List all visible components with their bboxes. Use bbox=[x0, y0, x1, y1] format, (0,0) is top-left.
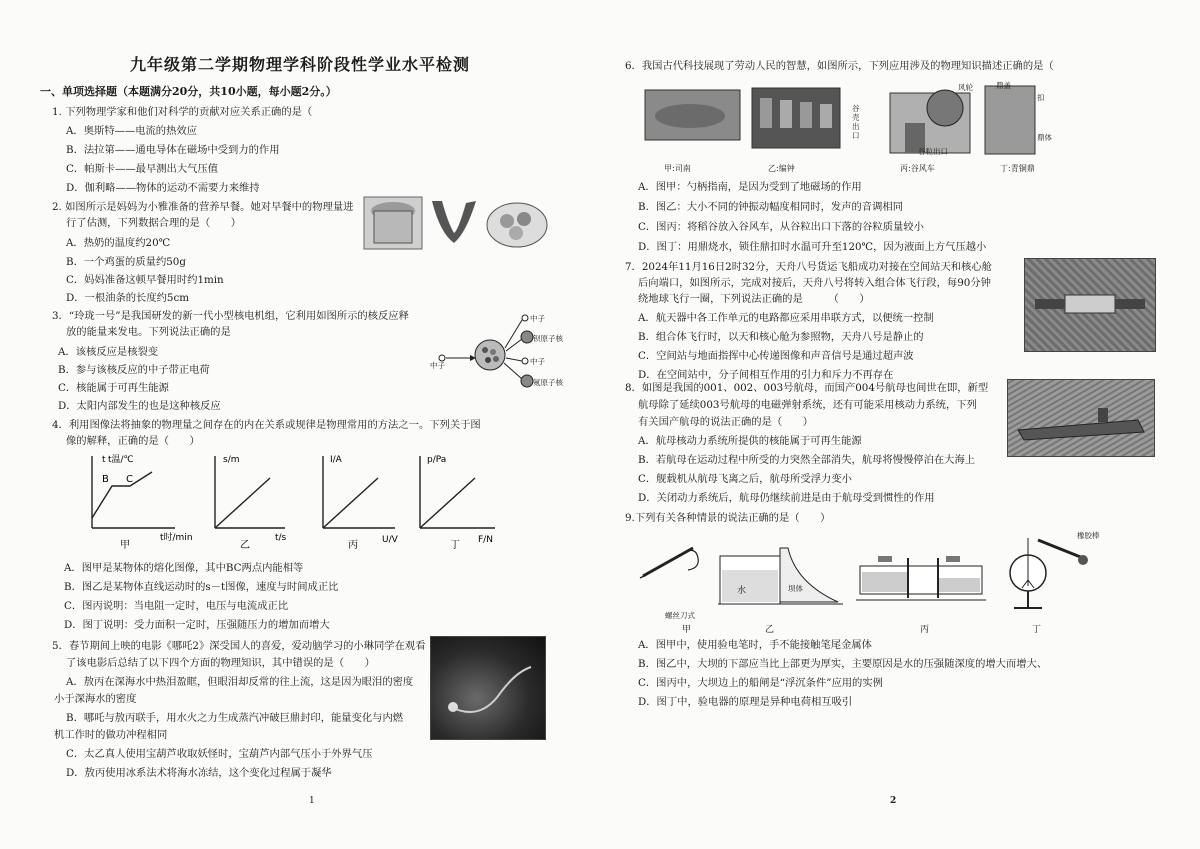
label-dam-body: 坝体 bbox=[788, 584, 803, 593]
graph-ding bbox=[420, 455, 495, 550]
page-number-2: 2 bbox=[890, 796, 897, 806]
nezha-movie-still bbox=[430, 636, 546, 740]
q5-stem-line2: 了该电影后总结了以下四个方面的物理知识，其中错误的是（ ） bbox=[66, 657, 375, 669]
q3-option-a: A．该核反应是核裂变 bbox=[58, 346, 159, 358]
caption-ding: 丁:青铜鼎 bbox=[1000, 164, 1035, 173]
caption-q9-bing: 丙 bbox=[920, 625, 930, 635]
graph-bing bbox=[323, 455, 399, 550]
graph-bing-name: 丙 bbox=[348, 540, 358, 550]
q9-images bbox=[638, 528, 1098, 628]
graph-bing-ylabel: I/A bbox=[330, 455, 342, 465]
graph-jia-xlabel: t时/min bbox=[160, 533, 193, 543]
label-screwdriver-type: 螺丝刀式 bbox=[665, 611, 695, 620]
graph-jia-b: B bbox=[102, 474, 109, 485]
q9-option-b: B．图乙中，大坝的下部应当比上部更为厚实，主要原因是水的压强随深度的增大而增大、 bbox=[638, 658, 1048, 670]
aircraft-carrier-photo bbox=[1007, 379, 1155, 457]
label-grain-outlet: 谷粒出口 bbox=[918, 147, 948, 156]
section-heading: 一、单项选择题（本题满分20分，共10小题，每小题2分。） bbox=[40, 85, 337, 98]
graph-ding-ylabel: p/Pa bbox=[427, 455, 447, 465]
q5-option-c: C．太乙真人使用宝葫芦收取妖怪时，宝葫芦内部气压小于外界气压 bbox=[66, 748, 373, 760]
page-2 bbox=[600, 0, 1200, 849]
q3-stem-line1: 3．“玲珑一号”是我国研发的新一代小型核电机组，它利用如图所示的核反应释 bbox=[52, 310, 409, 322]
graph-yi-ylabel: s/m bbox=[223, 455, 240, 465]
q7-option-d: D．在空间站中，分子间相互作用的引力和斥力不再存在 bbox=[638, 369, 894, 381]
label-water: 水 bbox=[737, 586, 747, 596]
q3-stem-line2: 放的能量来发电。下列说法正确的是 bbox=[66, 326, 231, 338]
q6-option-d: D．图丁：用鼎烧水，锁住鼎扣时水温可升至120℃，因为液面上方气压越小 bbox=[638, 241, 987, 253]
q7-stem-line2: 后向端口，如图所示，完成对接后，天舟八号将转入组合体飞行段，每90分钟 bbox=[638, 277, 991, 289]
q3-option-d: D．太阳内部发生的也是这种核反应 bbox=[58, 400, 221, 412]
q5-stem-line1: 5．春节期间上映的电影《哪吒2》深受国人的喜爱，爱动脑学习的小琳同学在观看 bbox=[52, 640, 426, 652]
q4-option-a: A．图甲是某物体的熔化图像，其中BC两点内能相等 bbox=[64, 562, 304, 574]
q8-option-a: A．航母核动力系统所提供的核能属于可再生能源 bbox=[638, 435, 862, 447]
tianzhou-docking-photo bbox=[1024, 258, 1156, 352]
q2-stem-line1: 2. 如图所示是妈妈为小雅准备的营养早餐。她对早餐中的物理量进 bbox=[52, 201, 354, 213]
label-husk-outlet: 谷壳出口 bbox=[852, 104, 860, 140]
label-clasp: 扣 bbox=[1037, 93, 1045, 102]
q7-stem-line3: 绕地球飞行一圈，下列说法正确的是 （ ） bbox=[638, 293, 870, 305]
caption-q9-ding: 丁 bbox=[1032, 625, 1042, 635]
svg-text:t: t bbox=[102, 455, 106, 465]
q7-option-a: A．航天器中各工作单元的电路都应采用串联方式，以便统一控制 bbox=[638, 312, 934, 324]
electroscope-diagram bbox=[1010, 538, 1088, 608]
q7-option-c: C．空间站与地面指挥中心传递图像和声音信号是通过超声波 bbox=[638, 350, 914, 362]
q8-stem-line1: 8．如图是我国的001、002、003号航母，而国产004号航母也间世在即，新型 bbox=[625, 382, 989, 394]
q4-option-d: D．图丁说明：受力面积一定时，压强随压力的增加而增大 bbox=[64, 619, 330, 631]
krypton-label: 氪原子核 bbox=[533, 378, 563, 387]
breakfast-image bbox=[362, 193, 552, 253]
q8-option-b: B．若航母在运动过程中所受的力突然全部消失，航母将慢慢停泊在大海上 bbox=[638, 454, 976, 466]
neutron-label-1: 中子 bbox=[530, 314, 545, 323]
q4-graphs bbox=[80, 450, 520, 550]
q6-option-a: A．图甲：勺柄指南，是因为受到了地磁场的作用 bbox=[638, 181, 862, 193]
q9-option-d: D．图丁中，验电器的原理是异种电荷相互吸引 bbox=[638, 696, 853, 708]
test-pen-diagram bbox=[640, 548, 698, 578]
q3-option-c: C．核能属于可再生能源 bbox=[58, 382, 169, 394]
caption-jia: 甲:司南 bbox=[664, 164, 691, 173]
caption-yi: 乙:编钟 bbox=[768, 164, 795, 173]
caption-q9-yi: 乙 bbox=[765, 625, 775, 635]
q9-option-a: A．图甲中，使用验电笔时，手不能接触笔尾金属体 bbox=[638, 639, 872, 651]
label-rubber-rod: 橡胶棒 bbox=[1077, 531, 1100, 540]
label-fan: 风轮 bbox=[958, 83, 973, 92]
graph-ding-xlabel: F/N bbox=[478, 535, 493, 545]
caption-bing: 丙:谷风车 bbox=[900, 164, 935, 173]
graph-yi-name: 乙 bbox=[240, 540, 250, 550]
graph-jia-ylabel: t温/℃ bbox=[108, 455, 134, 465]
bronze-ding-image bbox=[985, 86, 1035, 154]
ship-lock-diagram bbox=[856, 556, 986, 600]
q8-option-c: C．舰载机从航母飞离之后，航母所受浮力变小 bbox=[638, 473, 852, 485]
label-body: 鼎体 bbox=[1037, 133, 1052, 142]
neutron-label-2: 中子 bbox=[530, 357, 545, 366]
q9-option-c: C．图丙中，大坝边上的船闸是“浮沉条件”应用的实例 bbox=[638, 677, 883, 689]
q6-stem: 6．我国古代科技展现了劳动人民的智慧，如图所示，下列应用涉及的物理知识描述正确的是（ bbox=[625, 60, 1054, 72]
q1-stem: 1. 下列物理学家和他们对科学的贡献对应关系正确的是（ bbox=[52, 106, 313, 118]
neutron-label-in: 中子 bbox=[430, 361, 445, 370]
label-lid: 鼎盖 bbox=[996, 81, 1011, 90]
q1-option-c: C．帕斯卡——最早测出大气压值 bbox=[66, 163, 219, 175]
q2-option-a: A．热奶的温度约20℃ bbox=[66, 237, 171, 249]
q4-stem-line1: 4．利用图像法将抽象的物理量之间存在的内在关系或规律是物理常用的方法之一。下列关于图 bbox=[52, 419, 481, 431]
q5-option-a: A．敖丙在深海水中热泪盈眶，但眼泪却反常的往上流，这是因为眼泪的密度 bbox=[66, 676, 414, 688]
graph-jia bbox=[92, 454, 193, 550]
q2-option-c: C．妈妈准备这顿早餐用时约1min bbox=[66, 274, 224, 286]
graph-jia-name: 甲 bbox=[120, 540, 130, 550]
graph-jia-c: C bbox=[126, 474, 133, 485]
exam-title: 九年级第二学期物理学科阶段性学业水平检测 bbox=[129, 55, 470, 74]
q1-option-d: D．伽利略——物体的运动不需要力来维持 bbox=[66, 182, 260, 194]
q4-option-b: B．图乙是某物体直线运动时的s－t图像，速度与时间成正比 bbox=[64, 581, 339, 593]
q2-stem-line2: 行了估测，下列数据合理的是（ ） bbox=[66, 217, 242, 229]
q3-option-b: B．参与该核反应的中子带正电荷 bbox=[58, 364, 210, 376]
graph-yi bbox=[215, 455, 287, 550]
graph-ding-name: 丁 bbox=[450, 540, 460, 550]
q5-option-a-cont: 小于深海水的密度 bbox=[54, 693, 137, 705]
graph-yi-xlabel: t/s bbox=[275, 533, 287, 543]
graph-bing-xlabel: U/V bbox=[382, 535, 398, 545]
q5-option-d: D．敖丙使用冰系法术将海水冻结，这个变化过程属于凝华 bbox=[66, 767, 332, 779]
q8-stem-line2: 航母除了延续003号航母的电磁弹射系统，还有可能采用核动力系统，下列 bbox=[638, 399, 977, 411]
q8-stem-line3: 有关国产航母的说法正确的是（ ） bbox=[638, 416, 814, 428]
q1-option-a: A．奥斯特——电流的热效应 bbox=[66, 125, 197, 137]
q4-option-c: C．图丙说明：当电阻一定时，电压与电流成正比 bbox=[64, 600, 289, 612]
q8-option-d: D．关闭动力系统后，航母仍继续前进是由于航母受到惯性的作用 bbox=[638, 492, 935, 504]
q9-stem: 9.下列有关各种情景的说法正确的是（ ） bbox=[625, 512, 831, 524]
page-number-1: 1 bbox=[309, 796, 315, 806]
q2-option-d: D．一根油条的长度约5cm bbox=[66, 292, 190, 304]
barium-label: 钡原子核 bbox=[533, 334, 563, 343]
q6-option-c: C．图丙：将稻谷放入谷风车，从谷粒出口下落的谷粒质量较小 bbox=[638, 221, 924, 233]
q5-option-b: B．哪吒与敖丙联手，用水火之力生成蒸汽冲破巨鼎封印，能量变化与内燃 bbox=[66, 712, 404, 724]
q7-stem-line1: 7．2024年11月16日2时32分，天舟八号货运飞船成功对接在空间站天和核心舱 bbox=[625, 261, 992, 273]
q1-option-b: B．法拉第——通电导体在磁场中受到力的作用 bbox=[66, 144, 280, 156]
q2-option-b: B．一个鸡蛋的质量约50g bbox=[66, 256, 186, 268]
q6-option-b: B．图乙：大小不同的钟振动幅度相同时，发声的音调相同 bbox=[638, 201, 903, 213]
q7-option-b: B．组合体飞行时，以天和核心舱为参照物，天舟八号是静止的 bbox=[638, 331, 924, 343]
caption-q9-jia: 甲 bbox=[682, 625, 692, 635]
q5-option-b-cont: 机工作时的做功冲程相同 bbox=[54, 729, 168, 741]
q4-stem-line2: 像的解释，正确的是（ ） bbox=[66, 435, 200, 447]
